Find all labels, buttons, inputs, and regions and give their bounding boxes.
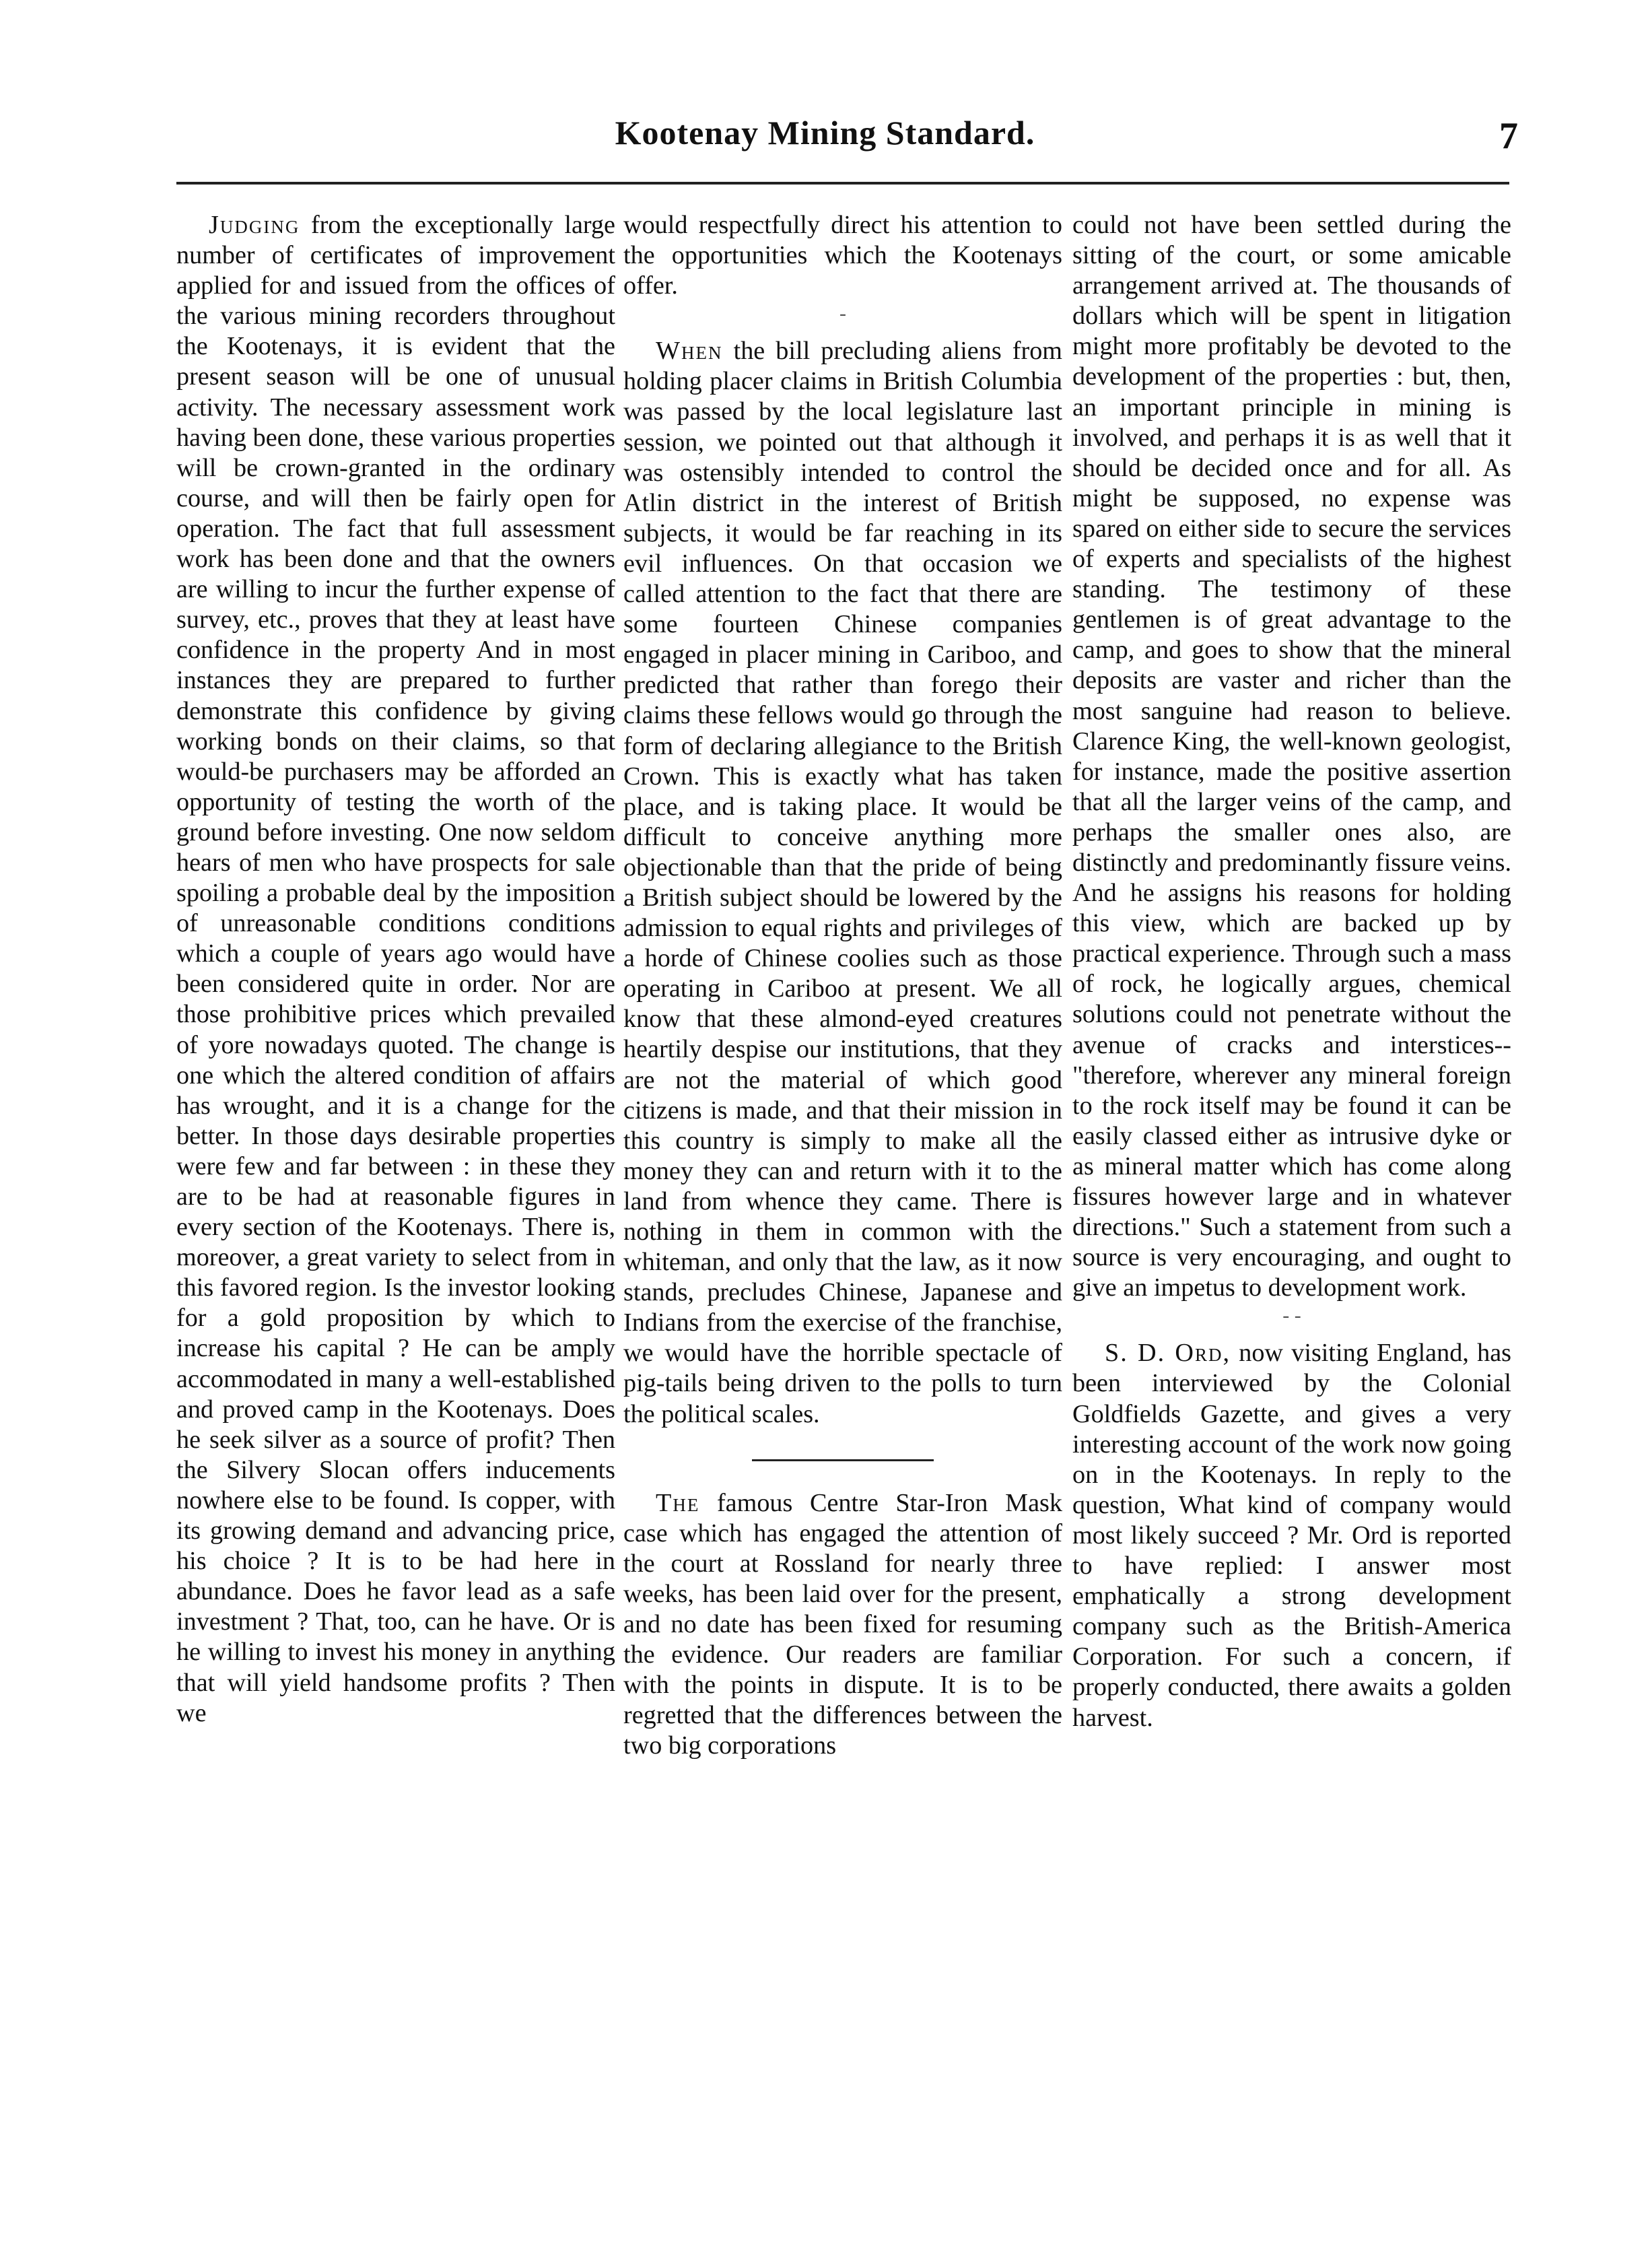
editorial-paragraph-ord-interview xyxy=(1072,1338,1511,1733)
publication-title: Kootenay Mining Standard. xyxy=(615,114,1035,152)
page-number: 7 xyxy=(1499,115,1518,157)
lead-word: Judging xyxy=(209,211,300,239)
editorial-paragraph-centre-star-case xyxy=(623,1488,1062,1762)
section-rule xyxy=(752,1459,934,1461)
column-3 xyxy=(1072,210,1511,1733)
editorial-paragraph-aliens-bill xyxy=(623,336,1062,1429)
editorial-paragraph-investment xyxy=(176,210,615,1729)
masthead xyxy=(0,113,1650,167)
editorial-paragraph-continuation: would respectfully direct his attention to the opportunities which the Kootenays offer. xyxy=(623,211,1062,300)
section-separator: - xyxy=(839,302,846,325)
paragraph-text: now visiting England, has been interviewed by the Colonial Goldfields Gazette, and gives a very interesting account of the work now going on in the Kootenays. In reply to the question, What kind of company would most likely succeed ? Mr. Ord is reported to have replied: I answer most emphatically a strong development company such as the British-America Corporation. For such a concern, if properly conducted, there awaits a golden harvest. xyxy=(1072,1339,1512,1732)
editorial-paragraph-continuation: could not have been settled during the sitting of the court, or some amicable arrangement arrived at. The thousands of dollars which will be spent in litigation might more profitably be devoted to the development of the properties : but, then, an important principle in mining is involved, and perhaps it is as well that it should be decided once and for all. As might be supposed, no expense was spared on either side to secure the services of experts and specialists of the highest standing. The testimony of these gentlemen is of great advantage to the camp, and goes to show that the mineral deposits are vaster and richer than the most sanguine had reason to believe. Clarence King, the well-known geologist, for instance, made the positive assertion that all the larger veins of the camp, and perhaps the smaller ones also, are distinctly and predominantly fissure veins. And he assigns his reasons for holding this view, which are backed up by practical experience. Through such a mass of rock, he logically argues, chemical solutions could not penetrate without the avenue of cracks and interstices-- "therefore, wherever any mineral foreign to the rock itself may be found it can be easily classed either as intrusive dyke or as mineral matter which has come along fissures however large and in whatever directions." Such a statement from such a source is very encouraging, and ought to give an impetus to development work. xyxy=(1072,211,1511,1302)
paragraph-text: famous Centre Star-Iron Mask case which has engaged the attention of the court at Rossland for nearly three weeks, has been laid over for the present, and no date has been fixed for resuming the evidence. Our readers are familiar with the points in dispute. It is to be regretted that the differences between the two big corporations xyxy=(623,1488,1062,1760)
column-1 xyxy=(176,210,615,1729)
paragraph-text: the bill precluding aliens from holding placer claims in British Columbia was passed by the local legislature last session, we pointed out that although it was ostensibly intended to control the Atlin district in the interest of British subjects, it would be far reaching in its evil influences. On that occasion we called attention to the fact that there are some fourteen Chinese companies engaged in placer mining in Cariboo, and predicted that rather than forego their claims these fellows would go through the form of declaring allegiance to the British Crown. This is exactly what has taken place, and is taking place. It would be difficult to conceive anything more objectionable than that the pride of being a British subject should be lowered by the admission to equal rights and privileges of a horde of Chinese coolies such as those operating in Cariboo at present. We all know that these almond-eyed creatures heartily despise our institutions, that they are not the material of which good citizens is made, and that their mission in this country is simply to make all the money they can and return with it to the land from whence they came. There is nothing in them in common with the whiteman, and only that the law, as it now stands, precludes Chinese, Japanese and Indians from the exercise of the franchise, we would have the horrible spectacle of pig-tails being driven to the polls to turn the political scales. xyxy=(623,337,1062,1428)
section-separator: - - xyxy=(1282,1304,1301,1327)
column-2 xyxy=(623,210,1062,1762)
header-rule xyxy=(176,182,1509,185)
paragraph-text: from the exceptionally large number of certificates of improvement applied for and issued from the offices of the various mining recorders throughout the Kootenays, it is evident that the present season will be one of unusual activity. The necessary assessment work having been done, these various properties will be crown-granted in the ordinary course, and will then be fairly open for operation. The fact that full assessment work has been done and that the owners are willing to incur the further expense of survey, etc., proves that they at least have confidence in the property And in most instances they are prepared to further demonstrate this confidence by giving working bonds on their claims, so that would-be purchasers may be afforded an opportunity of testing the worth of the ground before investing. One now seldom hears of men who have prospects for sale spoiling a probable deal by the imposition of unreasonable conditions conditions which a couple of years ago would have been considered quite in order. Nor are those prohibitive prices which prevailed of yore nowadays quoted. The change is one which the altered condition of affairs has wrought, and it is a change for the better. In those days desirable properties were few and far between : in these they are to be had at reasonable figures in every section of the Kootenays. There is, moreover, a great variety to select from in this favored region. Is the investor looking for a gold proposition by which to increase his capital ? He can be amply accommodated in many a well-established and proved camp in the Kootenays. Does he seek silver as a source of profit? Then the Silvery Slocan offers inducements nowhere else to be found. Is copper, with its growing demand and advancing price, his choice ? It is to be had here in abundance. Does he favor lead as a safe investment ? That, too, can he have. Or is he willing to invest his money in anything that will yield handsome profits ? Then we xyxy=(176,211,615,1727)
lead-word: When xyxy=(656,337,723,366)
lead-word: S. D. Ord, xyxy=(1105,1339,1231,1368)
lead-word: The xyxy=(656,1488,700,1517)
